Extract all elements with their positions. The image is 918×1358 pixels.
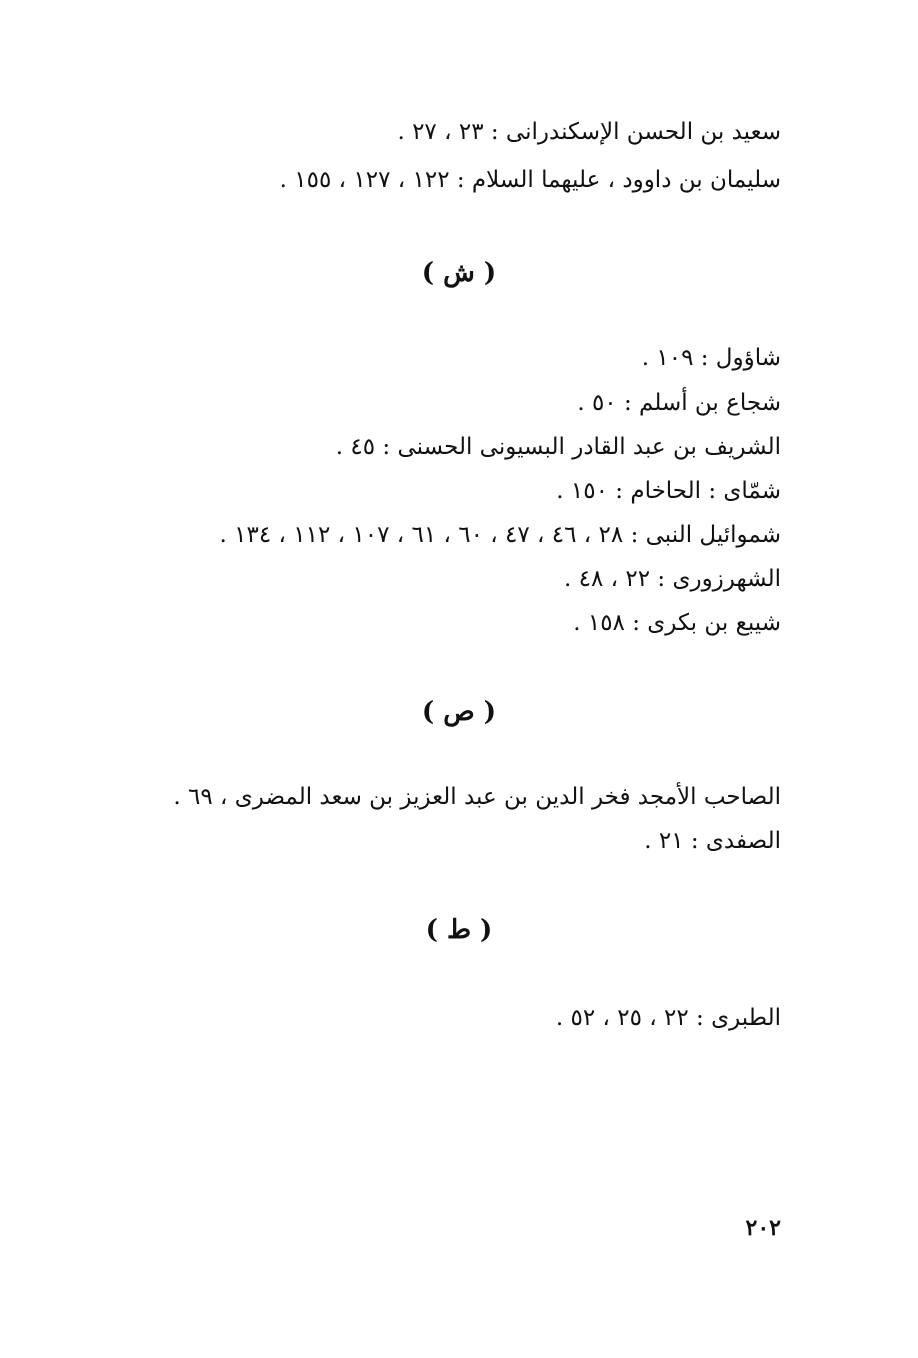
index-entry: شموائيل النبى : ٢٨ ، ٤٦ ، ٤٧ ، ٦٠ ، ٦١ ، ١٠٧ ، ١١٢ ، ١٣٤ . bbox=[219, 522, 781, 548]
index-entry: شجاع بن أسلم : ٥٠ . bbox=[577, 390, 781, 416]
index-entry: الشهرزورى : ٢٢ ، ٤٨ . bbox=[563, 566, 781, 592]
section-heading-ta: ( ط ) bbox=[425, 915, 493, 945]
index-entry: الصفدى : ٢١ . bbox=[644, 828, 781, 854]
section-heading-shin: ( ش ) bbox=[421, 258, 497, 288]
index-entry: شيبع بن بكرى : ١٥٨ . bbox=[573, 610, 781, 636]
section-heading-sad: ( ص ) bbox=[421, 697, 497, 727]
index-entry: سليمان بن داوود ، عليهما السلام : ١٢٢ ، ١٢٧ ، ١٥٥ . bbox=[279, 167, 781, 193]
index-entry: سعيد بن الحسن الإسكندرانى : ٢٣ ، ٢٧ . bbox=[397, 119, 781, 145]
index-entry: الشريف بن عبد القادر البسيونى الحسنى : ٤٥ . bbox=[335, 434, 781, 460]
index-entry: الطبرى : ٢٢ ، ٢٥ ، ٥٢ . bbox=[555, 1005, 781, 1031]
index-entry: شاؤول : ١٠٩ . bbox=[641, 345, 781, 371]
page-number: ٢٠٢ bbox=[745, 1215, 781, 1241]
index-entry: الصاحب الأمجد فخر الدين بن عبد العزيز بن سعد المضرى ، ٦٩ . bbox=[173, 784, 781, 810]
index-entry: شمّاى : الحاخام : ١٥٠ . bbox=[556, 478, 781, 504]
